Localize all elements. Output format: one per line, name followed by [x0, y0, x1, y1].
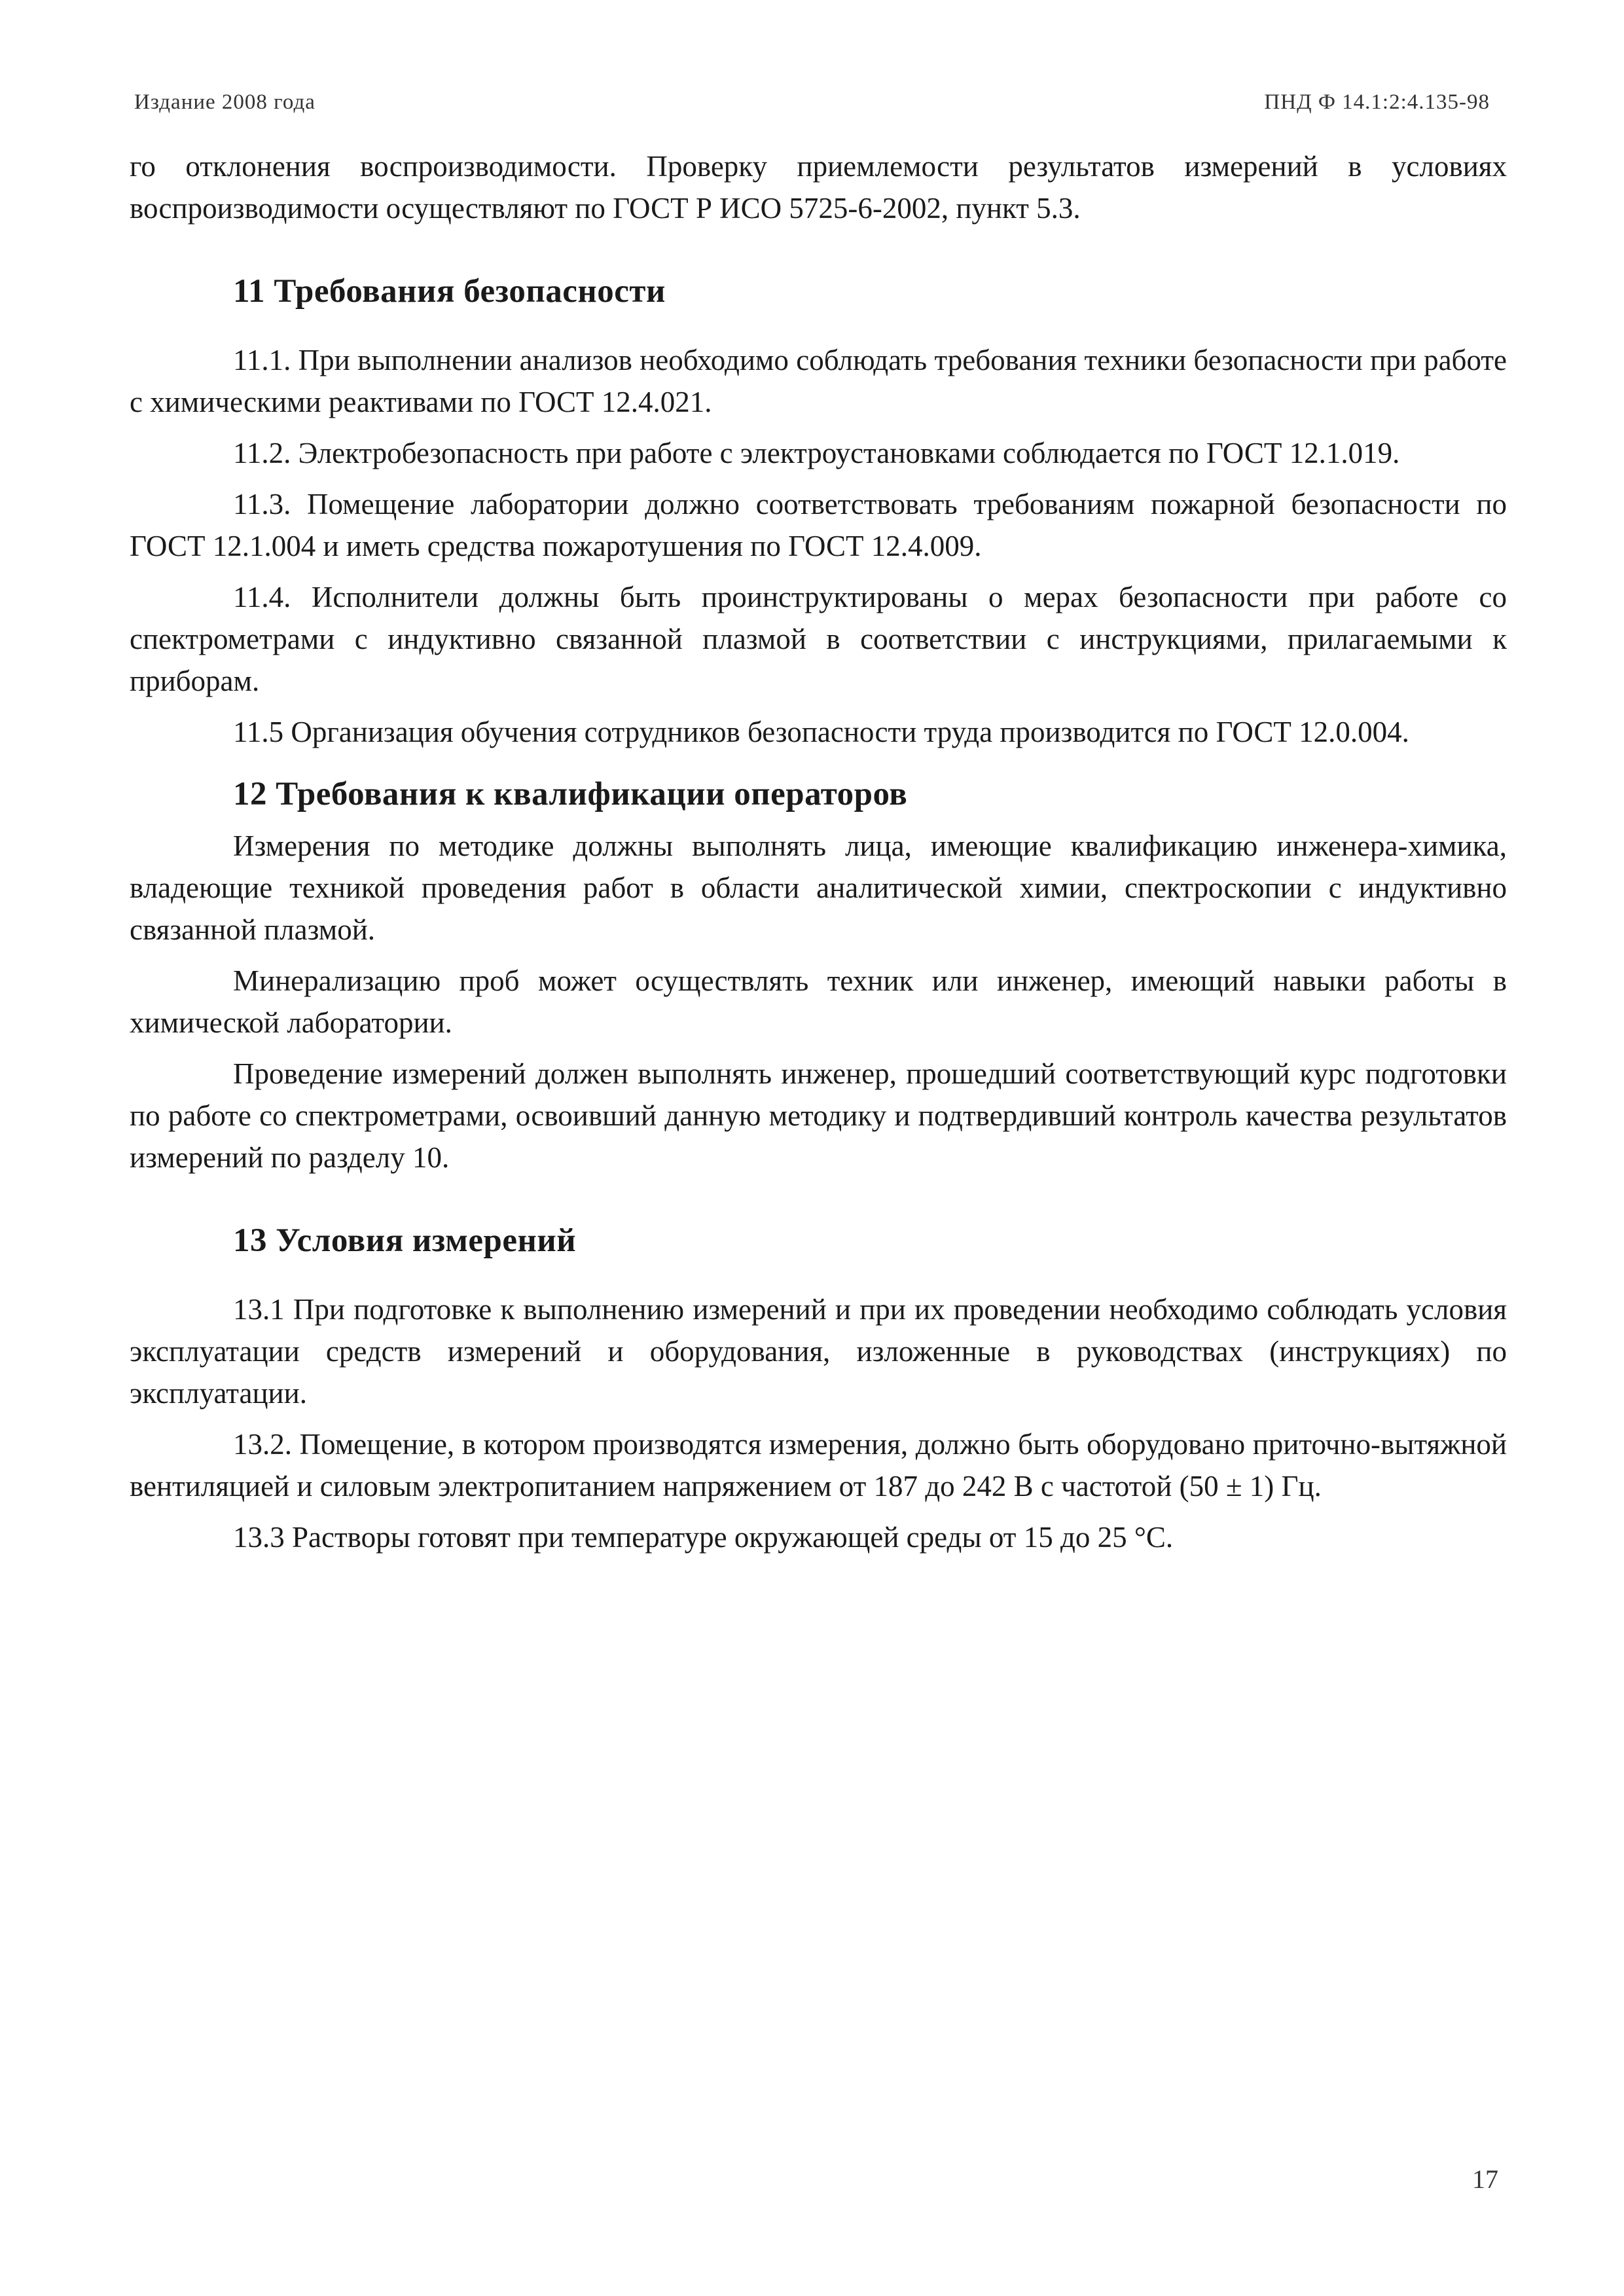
paragraph-13-1: 13.1 При подготовке к выполнению измерений и при их проведении необходимо соблюдать условия эксплуатации средств измерений и оборудования, изложенные в руководствах (инструкциях) по эксплуатации.: [130, 1293, 1507, 1410]
paragraph-11-2: 11.2. Электробезопасность при работе с электроустановками соблюдается по ГОСТ 12.1.019.: [233, 437, 1400, 469]
paragraph-11-5: 11.5 Организация обучения сотрудников безопасности труда производится по ГОСТ 12.0.004.: [233, 716, 1409, 748]
document-code: ПНД Ф 14.1:2:4.135-98: [1264, 90, 1490, 114]
section-12-title: 12 Требования к квалификации операторов: [233, 776, 908, 812]
paragraph-12-1: Измерения по методике должны выполнять лица, имеющие квалификацию инженера-химика, владеющие техникой проведения работ в области аналитической химии, спектроскопии с индуктивно связанной плазмой.: [130, 829, 1507, 946]
edition-label: Издание 2008 года: [134, 90, 316, 114]
page-content: [130, 145, 1507, 1558]
paragraph-12-2: Минерализацию проб может осуществлять техник или инженер, имеющий навыки работы в химической лаборатории.: [130, 964, 1507, 1039]
paragraph-12-3: Проведение измерений должен выполнять инженер, прошедший соответствующий курс подготовки по работе со спектрометрами, освоивший данную методику и подтвердивший контроль качества результатов измерений по разделу 10.: [130, 1057, 1507, 1174]
section-13-title: 13 Условия измерений: [233, 1222, 577, 1259]
paragraph-13-2: 13.2. Помещение, в котором производятся измерения, должно быть оборудовано приточно-вытяжной вентиляцией и силовым электропитанием напряжением от 187 до 242 В с частотой (50 ± 1) Гц.: [130, 1428, 1507, 1503]
continuation-paragraph: го отклонения воспроизводимости. Проверку приемлемости результатов измерений в условиях воспроизводимости осуществляют по ГОСТ Р ИСО 5725-6-2002, пункт 5.3.: [130, 150, 1507, 225]
paragraph-11-1: 11.1. При выполнении анализов необходимо соблюдать требования техники безопасности при работе с химическими реактивами по ГОСТ 12.4.021.: [130, 344, 1507, 418]
section-11-title: 11 Требования безопасности: [233, 273, 666, 310]
paragraph-11-3: 11.3. Помещение лаборатории должно соответствовать требованиям пожарной безопасности по ГОСТ 12.1.004 и иметь средства пожаротушения по ГОСТ 12.4.009.: [130, 488, 1507, 562]
paragraph-11-4: 11.4. Исполнители должны быть проинструктированы о мерах безопасности при работе со спектрометрами с индуктивно связанной плазмой в соответствии с инструкциями, прилагаемыми к приборам.: [130, 581, 1507, 697]
paragraph-13-3: 13.3 Растворы готовят при температуре окружающей среды от 15 до 25 °С.: [233, 1521, 1174, 1554]
running-header: [134, 90, 1490, 123]
page-number: 17: [1472, 2164, 1498, 2194]
